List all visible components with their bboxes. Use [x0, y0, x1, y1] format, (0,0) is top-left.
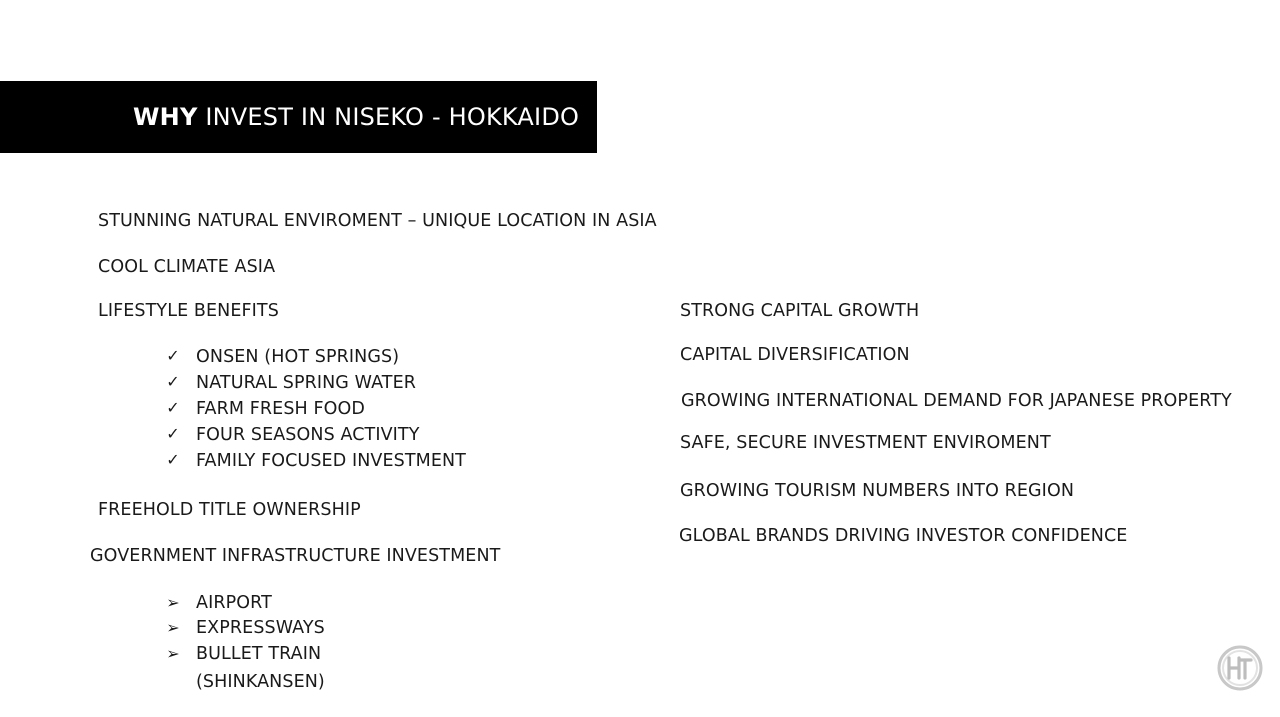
- checkmark-icon: ✓: [166, 398, 180, 417]
- benefit-safe-investment: SAFE, SECURE INVESTMENT ENVIROMENT: [680, 433, 1051, 453]
- lifestyle-item: FARM FRESH FOOD: [196, 399, 365, 419]
- benefit-capital-diversification: CAPITAL DIVERSIFICATION: [680, 345, 910, 365]
- lifestyle-item: FAMILY FOCUSED INVESTMENT: [196, 451, 466, 471]
- benefit-tourism-growth: GROWING TOURISM NUMBERS INTO REGION: [680, 481, 1075, 501]
- benefit-natural-environment: STUNNING NATURAL ENVIROMENT – UNIQUE LOCATION IN ASIA: [98, 211, 657, 231]
- slide-title: [133, 101, 579, 133]
- arrowhead-icon: ➢: [166, 644, 180, 663]
- arrowhead-icon: ➢: [166, 618, 180, 637]
- title-bar: [0, 81, 597, 153]
- infrastructure-item: BULLET TRAIN: [196, 644, 322, 664]
- benefit-infrastructure: GOVERNMENT INFRASTRUCTURE INVESTMENT: [90, 546, 501, 566]
- infrastructure-item: (SHINKANSEN): [196, 672, 325, 692]
- benefit-capital-growth: STRONG CAPITAL GROWTH: [680, 301, 920, 321]
- arrowhead-icon: ➢: [166, 593, 180, 612]
- benefit-lifestyle: LIFESTYLE BENEFITS: [98, 301, 279, 321]
- lifestyle-item: NATURAL SPRING WATER: [196, 373, 416, 393]
- benefit-freehold: FREEHOLD TITLE OWNERSHIP: [98, 500, 361, 520]
- title-bold: WHY: [133, 103, 198, 131]
- checkmark-icon: ✓: [166, 450, 180, 469]
- infrastructure-item: EXPRESSWAYS: [196, 618, 325, 638]
- lifestyle-item: ONSEN (HOT SPRINGS): [196, 347, 400, 367]
- checkmark-icon: ✓: [166, 424, 180, 443]
- infrastructure-item: AIRPORT: [196, 593, 272, 613]
- benefit-cool-climate: COOL CLIMATE ASIA: [98, 257, 276, 277]
- benefit-international-demand: GROWING INTERNATIONAL DEMAND FOR JAPANESE PROPERTY: [681, 391, 1232, 411]
- brand-logo-icon: [1216, 644, 1264, 692]
- lifestyle-item: FOUR SEASONS ACTIVITY: [196, 425, 420, 445]
- checkmark-icon: ✓: [166, 372, 180, 391]
- checkmark-icon: ✓: [166, 346, 180, 365]
- benefit-global-brands: GLOBAL BRANDS DRIVING INVESTOR CONFIDENCE: [679, 526, 1128, 546]
- title-rest: INVEST IN NISEKO - HOKKAIDO: [197, 103, 580, 131]
